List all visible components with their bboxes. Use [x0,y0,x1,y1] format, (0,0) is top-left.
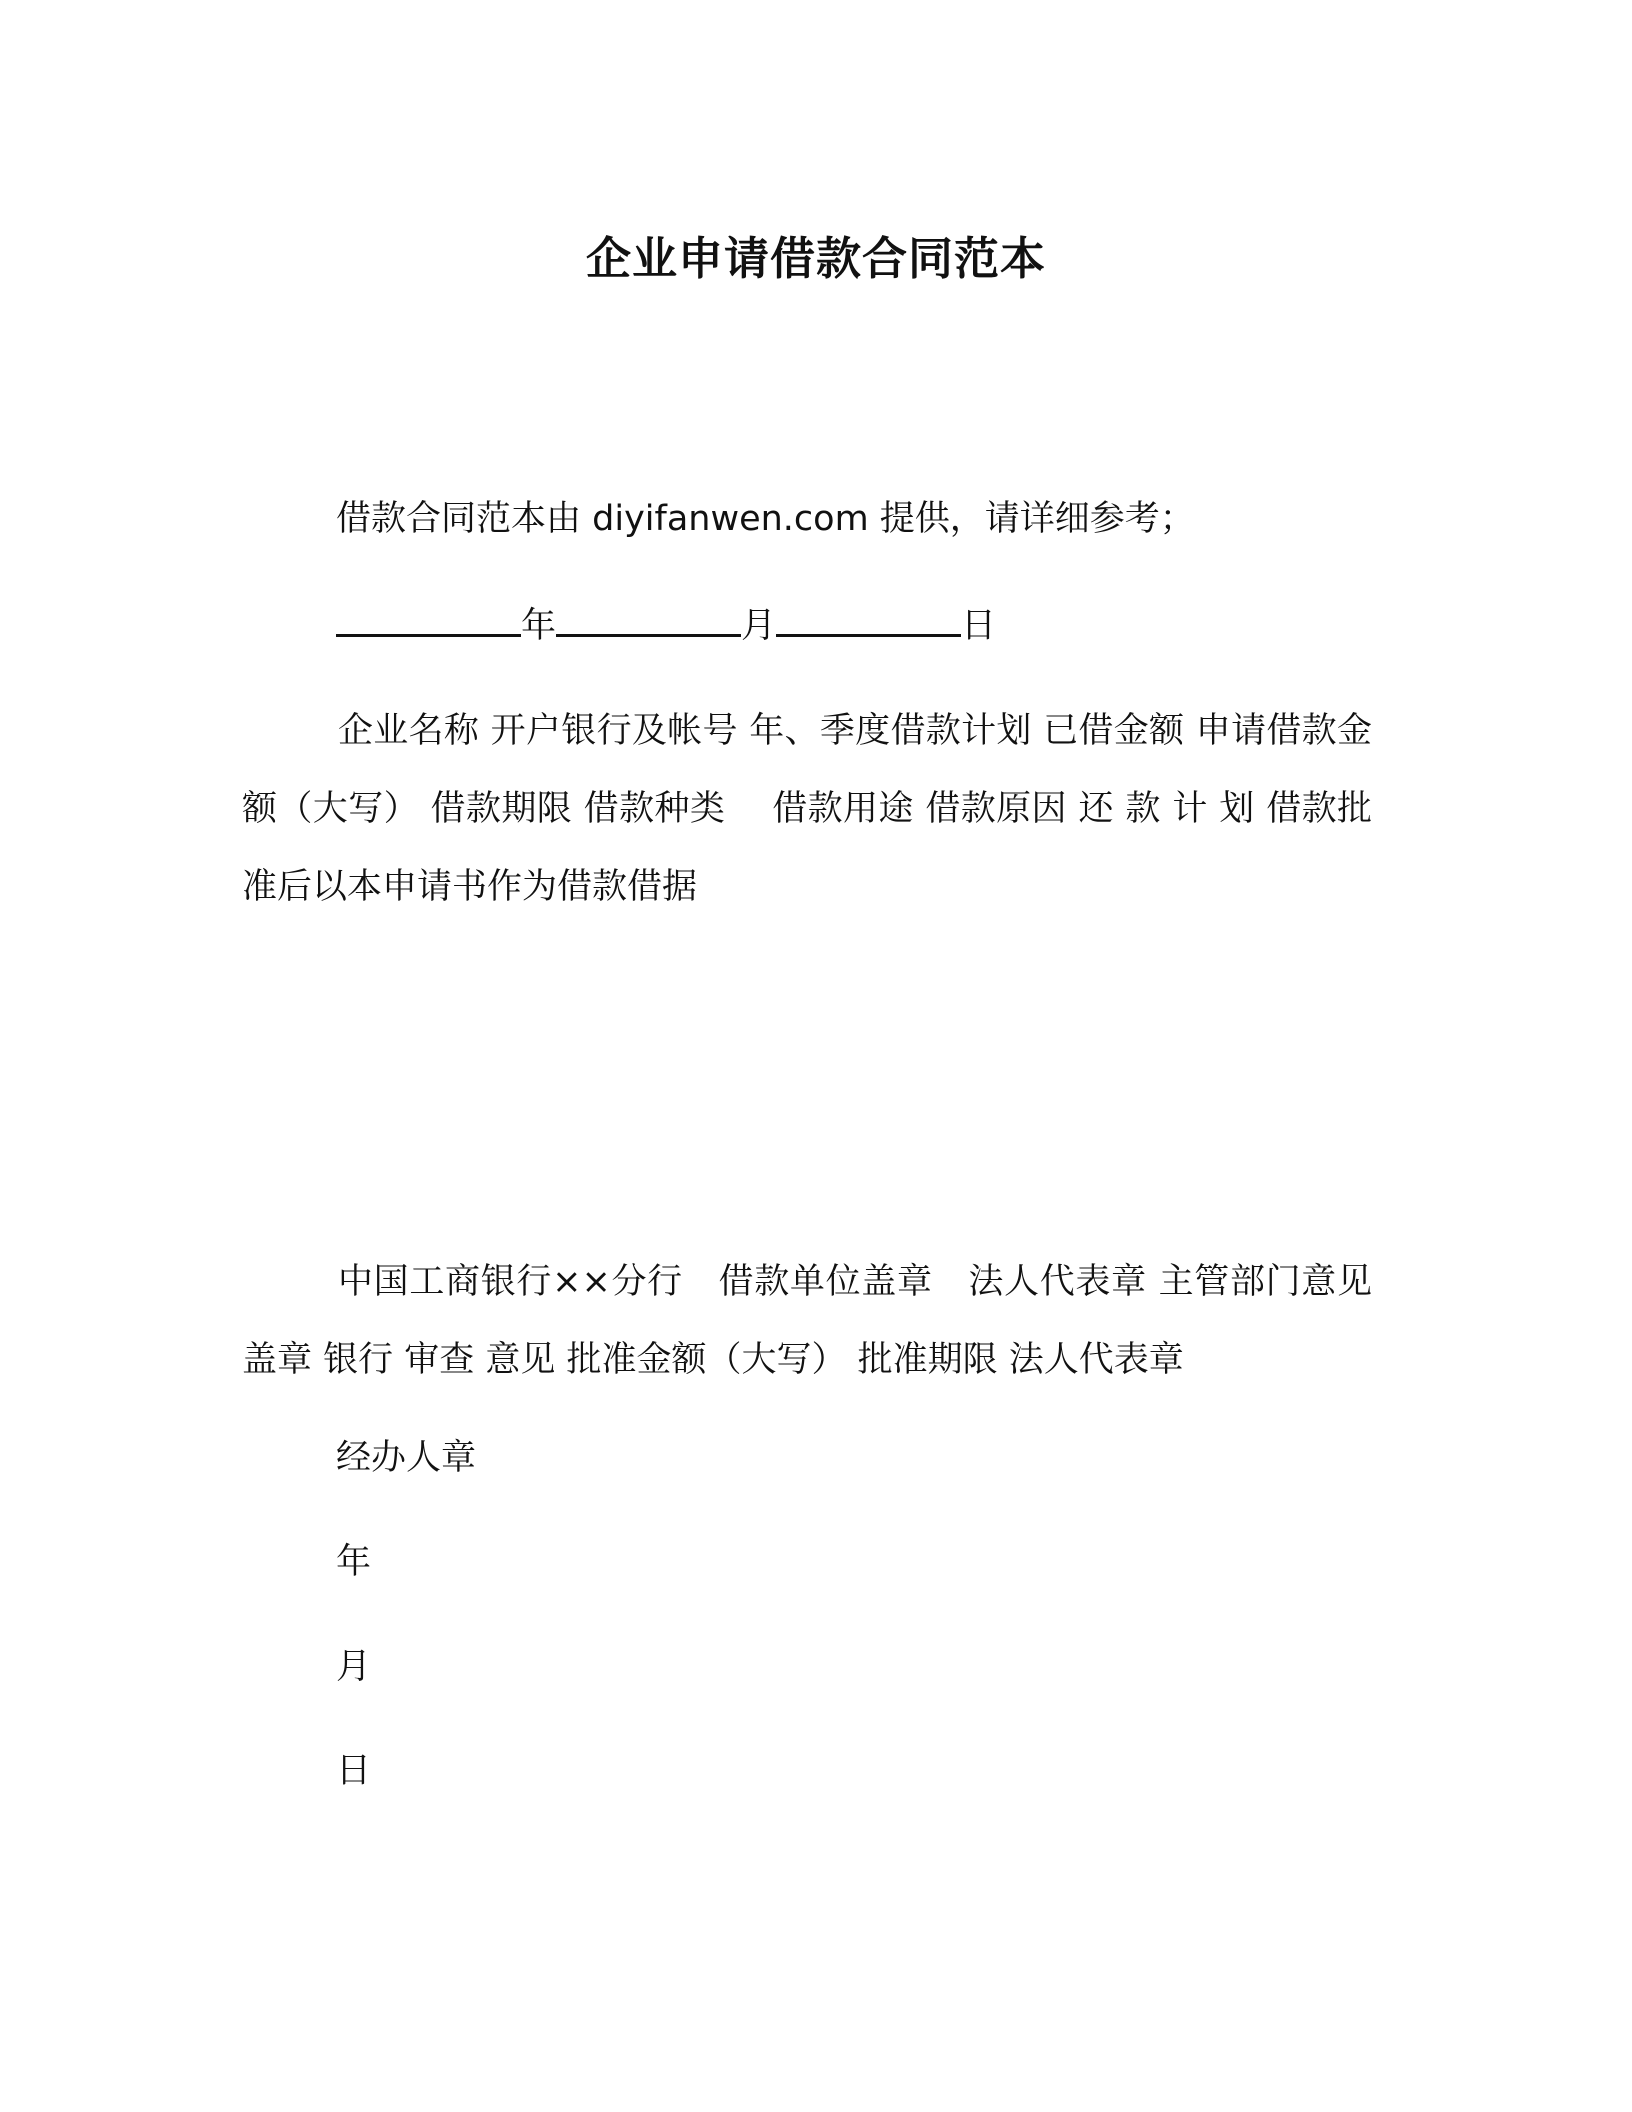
handler-seal: 经办人章 [336,1438,477,1478]
intro-line: 借款合同范本由 diyifanwen.com 提供，请详细参考； [336,499,1195,539]
day-blank [776,600,961,637]
month-label: 月 [741,606,777,646]
document-title: 企业申请借款合同范本 [585,232,1046,285]
sign-day: 日 [336,1751,372,1791]
year-blank [336,600,521,637]
date-line [336,600,996,650]
sign-month: 月 [336,1647,372,1687]
year-label: 年 [521,606,557,646]
sign-year: 年 [336,1542,372,1582]
approval-fields-paragraph: 中国工商银行××分行 借款单位盖章 法人代表章 主管部门意见 盖章 银行 审查 意见 批准金额（大写） 批准期限 法人代表章 [242,1262,1408,1380]
application-fields-paragraph: 企业名称 开户银行及帐号 年、季度借款计划 已借金额 申请借款金额（大写） 借款期限 借款种类 借款用途 借款原因 还 款 计 划 借款批准后以本申请书作为借款借据 [242,711,1372,907]
month-blank [556,600,741,637]
day-label: 日 [961,606,997,646]
